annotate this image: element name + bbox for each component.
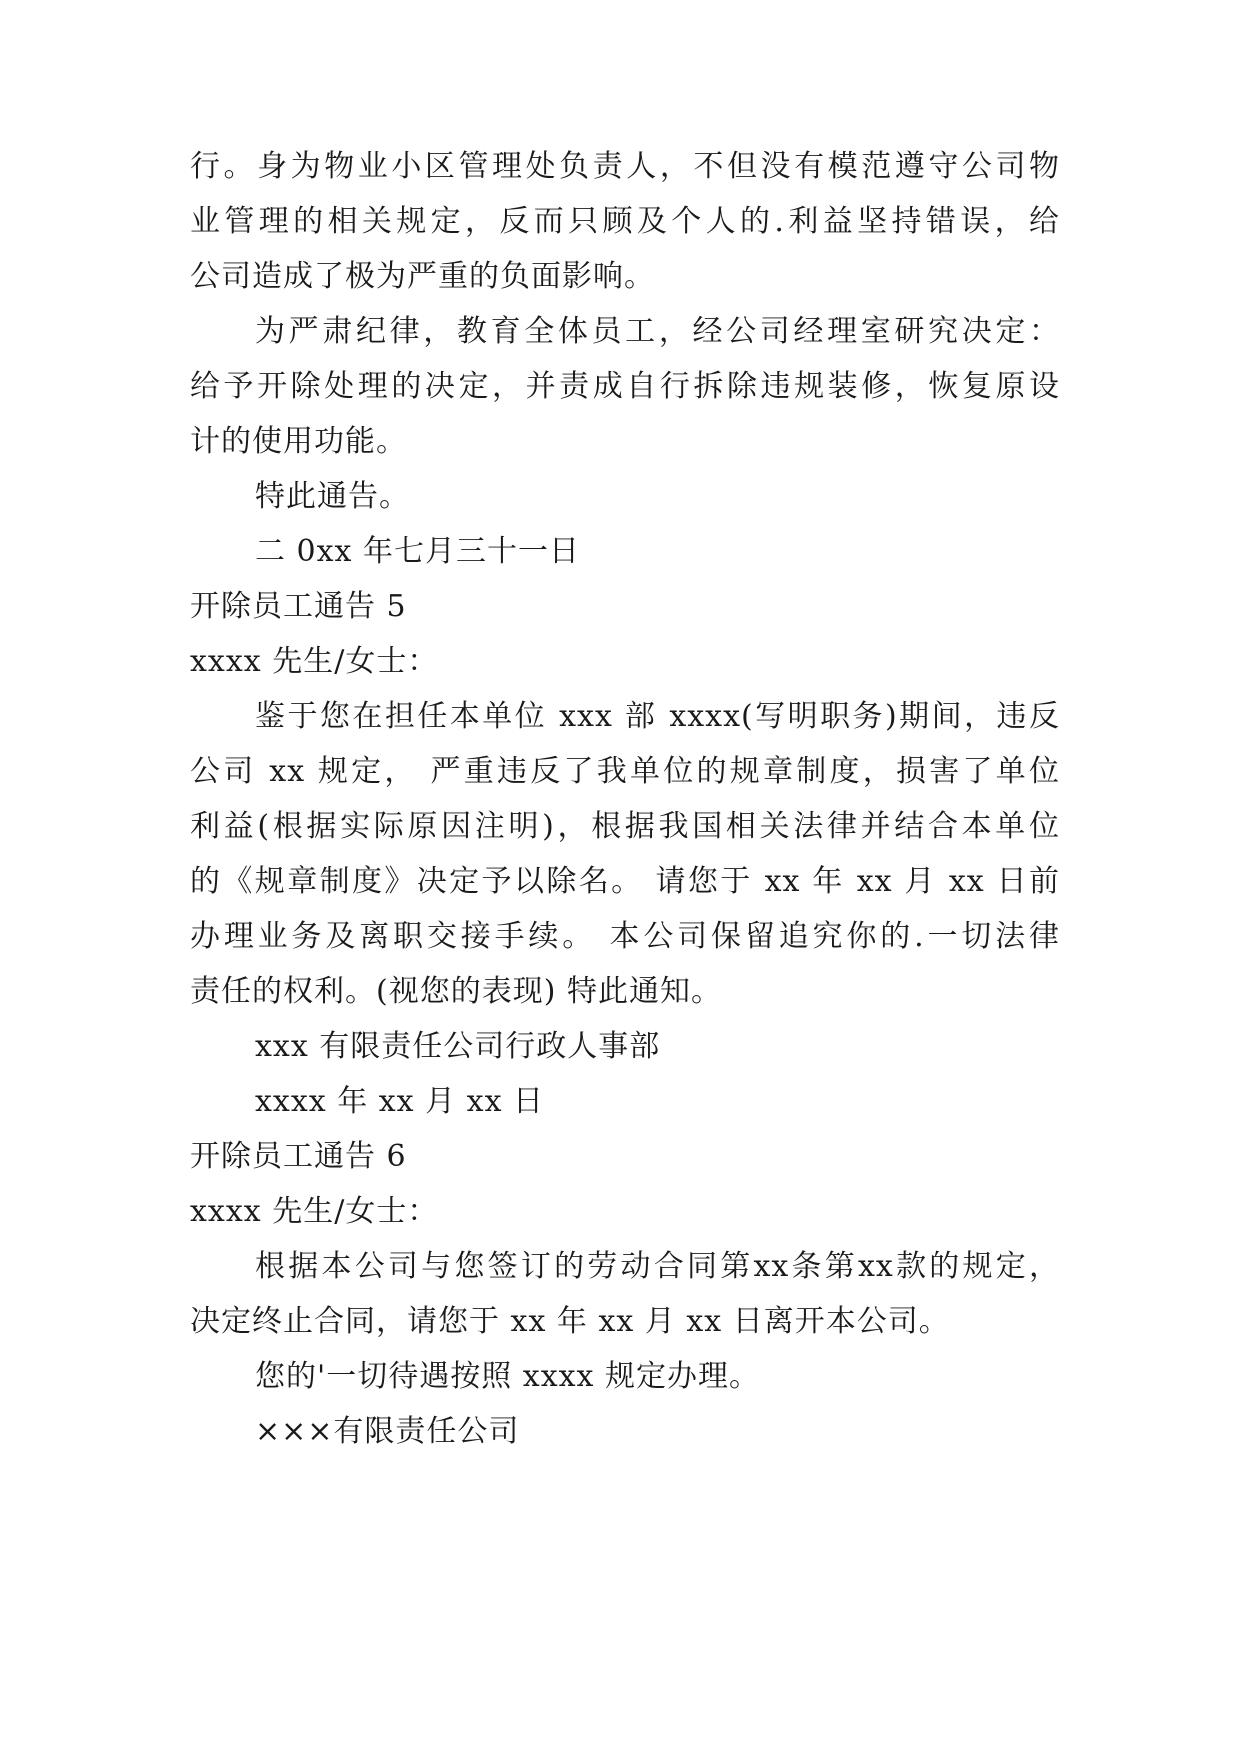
text-line: 利益(根据实际原因注明)，根据我国相关法律并结合本单位 — [190, 809, 1060, 844]
text-line: 公司 xx 规定， 严重违反了我单位的规章制度，损害了单位 — [190, 754, 1060, 789]
text-line: 为严肃纪律，教育全体员工，经公司经理室研究决定： — [255, 314, 1060, 349]
text-line: 特此通告。 — [255, 479, 410, 514]
date-line: 二 0xx 年七月三十一日 — [255, 534, 580, 569]
text-line: 行。身为物业小区管理处负责人，不但没有模范遵守公司物 — [190, 149, 1060, 184]
section-title: 开除员工通告 6 — [190, 1139, 407, 1174]
text-line: 鉴于您在担任本单位 xxx 部 xxxx(写明职务)期间，违反 — [255, 699, 1060, 734]
salutation: xxxx 先生/女士： — [190, 644, 439, 679]
salutation: xxxx 先生/女士： — [190, 1194, 439, 1229]
text-line: 您的'一切待遇按照 xxxx 规定办理。 — [255, 1359, 760, 1394]
signature-line: xxx 有限责任公司行政人事部 — [255, 1029, 661, 1064]
text-line: 决定终止合同，请您于 xx 年 xx 月 xx 日离开本公司。 — [190, 1304, 950, 1339]
text-line: 办理业务及离职交接手续。 本公司保留追究你的.一切法律 — [190, 919, 1060, 954]
text-line: 计的使用功能。 — [190, 424, 407, 459]
text-line: 业管理的相关规定，反而只顾及个人的.利益坚持错误，给 — [190, 204, 1060, 239]
text-line: 的《规章制度》决定予以除名。 请您于 xx 年 xx 月 xx 日前 — [190, 864, 1060, 899]
text-line: 给予开除处理的决定，并责成自行拆除违规装修，恢复原设 — [190, 369, 1060, 404]
date-line: xxxx 年 xx 月 xx 日 — [255, 1084, 545, 1119]
text-line: 责任的权利。(视您的表现) 特此通知。 — [190, 974, 722, 1009]
section-title: 开除员工通告 5 — [190, 589, 407, 624]
signature-line: ×××有限责任公司 — [255, 1414, 520, 1449]
text-line: 公司造成了极为严重的负面影响。 — [190, 259, 655, 294]
text-line: 根据本公司与您签订的劳动合同第xx条第xx款的规定， — [255, 1249, 1060, 1284]
